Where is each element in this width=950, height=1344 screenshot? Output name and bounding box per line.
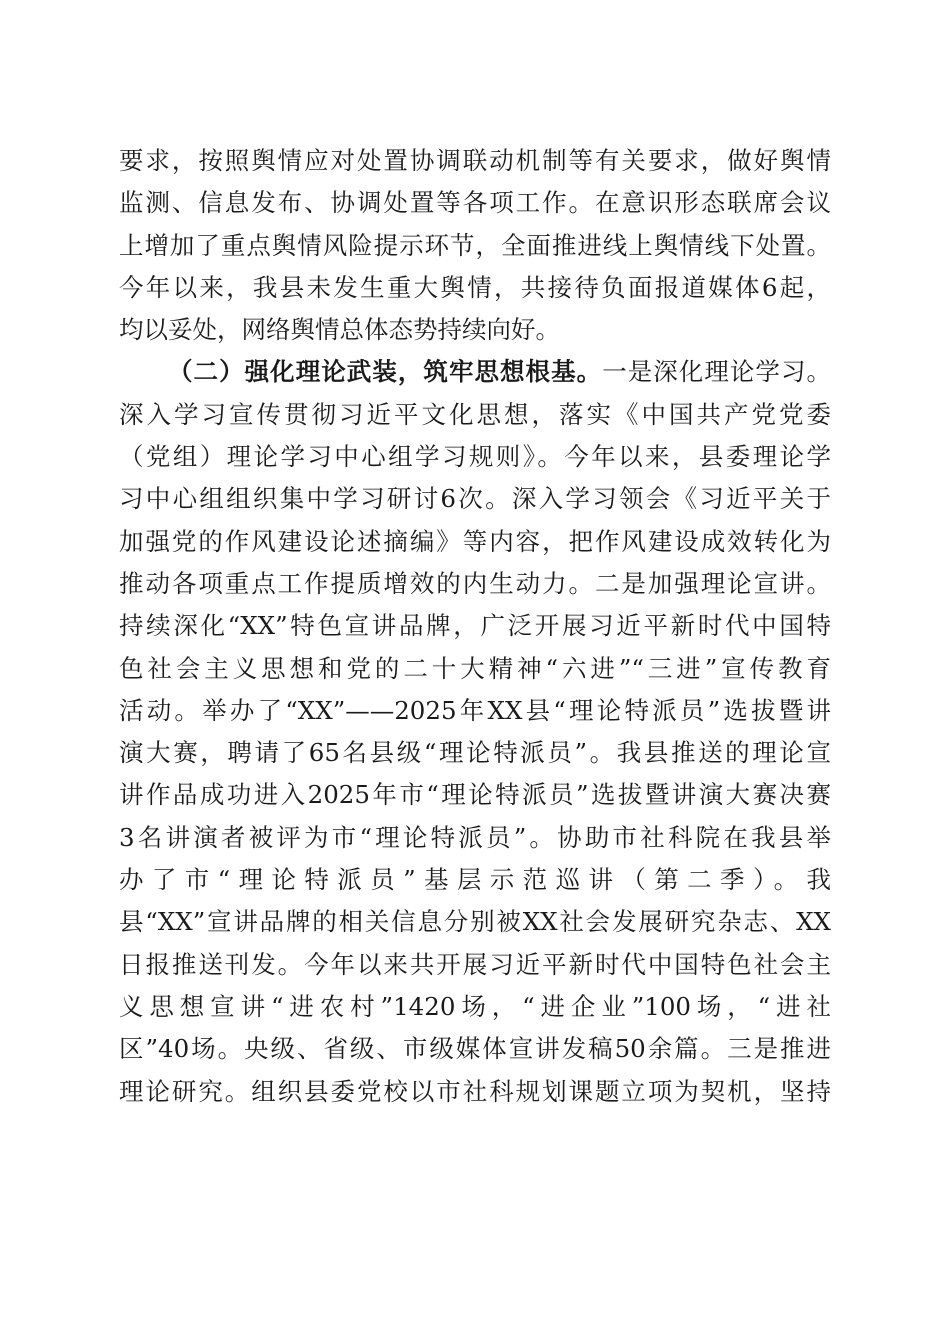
text-line: 日报推送刊发。今年以来共开展习近平新时代中国特色社会主 (119, 949, 831, 979)
text-line: 县“XX”宣讲品牌的相关信息分别被XX社会发展研究杂志、XX (119, 907, 831, 937)
text-line: 区”40场。央级、省级、市级媒体宣讲发稿50余篇。三是推进 (119, 1034, 831, 1064)
section-heading: （二）强化理论武装，筑牢思想根基。 (168, 357, 603, 387)
text-line: 讲作品成功进入2025年市“理论特派员”选拔暨讲演大赛决赛 (119, 780, 831, 810)
text-span: 一是深化理论学习。 (602, 357, 831, 387)
text-line: 要求，按照舆情应对处置协调联动机制等有关要求，做好舆情 (119, 146, 831, 175)
text-line: 义思想宣讲“进农村”1420场，“进企业”100场，“进社 (119, 991, 831, 1021)
text-line: 活动。举办了“XX”——2025年XX县“理论特派员”选拔暨讲 (119, 695, 831, 725)
document-body (119, 140, 831, 1113)
text-line: 3名讲演者被评为市“理论特派员”。协助市社科院在我县举 (119, 822, 831, 852)
text-line: 办了市“理论特派员”基层示范巡讲（第二季）。我 (119, 865, 831, 895)
text-line: 演大赛，聘请了65名县级“理论特派员”。我县推送的理论宣 (119, 738, 831, 768)
text-line: 均以妥处，网络舆情总体态势持续向好。 (119, 315, 560, 345)
text-line: 上增加了重点舆情风险提示环节，全面推进线上舆情线下处置。 (119, 230, 831, 260)
section-heading-line (119, 351, 831, 393)
text-line: 色社会主义思想和党的二十大精神“六进”“三进”宣传教育 (119, 653, 831, 683)
text-line: 加强党的作风建设论述摘编》等内容，把作风建设成效转化为 (119, 526, 831, 556)
text-line: 深入学习宣传贯彻习近平文化思想，落实《中国共产党党委 (119, 399, 831, 429)
text-line: 持续深化“XX”特色宣讲品牌，广泛开展习近平新时代中国特 (119, 611, 831, 641)
text-line: 监测、信息发布、协调处置等各项工作。在意识形态联席会议 (119, 188, 831, 218)
text-line: 理论研究。组织县委党校以市社科规划课题立项为契机，坚持 (119, 1076, 831, 1106)
text-line: （党组）理论学习中心组学习规则》。今年以来，县委理论学 (119, 442, 831, 472)
text-line: 推动各项重点工作提质增效的内生动力。二是加强理论宣讲。 (119, 568, 831, 598)
text-line: 习中心组组织集中学习研讨6次。深入学习领会《习近平关于 (119, 484, 831, 514)
text-line: 今年以来，我县未发生重大舆情，共接待负面报道媒体6起， (119, 272, 831, 302)
